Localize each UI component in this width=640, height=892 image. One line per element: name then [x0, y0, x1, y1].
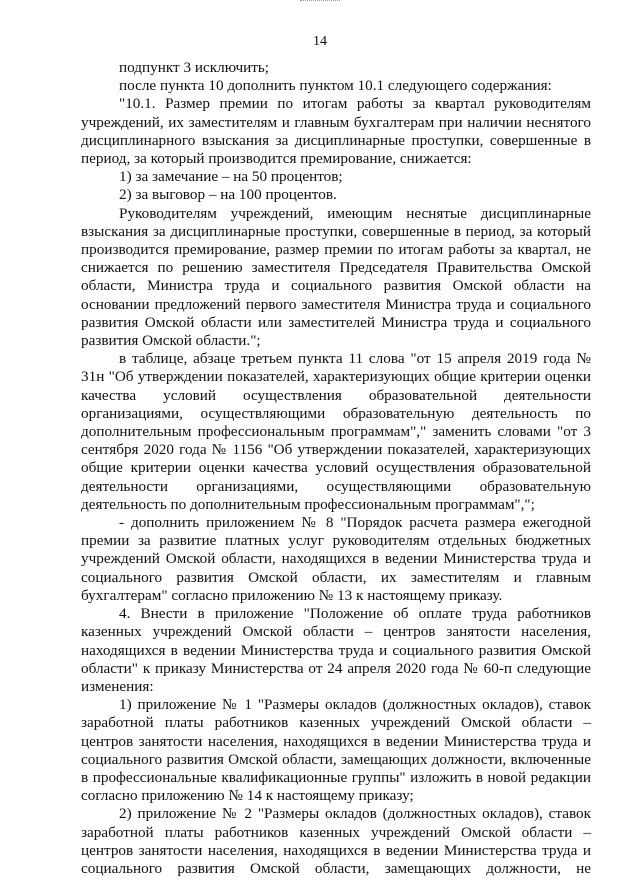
- paragraph-annex-1: 1) приложение № 1 "Размеры окладов (должностных окладов), ставок заработной платы работников казенных учреждений Омской области – центров занятости населения, находящихся в ведении Министерства труда и социального развития Омской области, замещающих должности, включенные в профессиональные квалификационные группы" изложить в новой редакции согласно приложению № 14 к настоящему приказу;: [81, 696, 591, 805]
- scan-artifact: [300, 0, 340, 4]
- paragraph-managers-exception: Руководителям учреждений, имеющим неснятые дисциплинарные взыскания за дисциплинарные проступки, совершенные в период, за который производится премирование, размер премии по итогам работы за квартал, не снижается по решению заместителя Председателя Правительства Омской области, Министра труда и социального развития Омской области на основании предложений первого заместителя Министра труда и социального развития Омской области или заместителей Министра труда и социального развития Омской области.";: [81, 204, 591, 350]
- paragraph-add-item-10-1: после пункта 10 дополнить пунктом 10.1 следующего содержания:: [119, 77, 552, 95]
- paragraph-section-4: 4. Внести в приложение "Положение об оплате труда работников казенных учреждений Омской области – центров занятости населения, находящихся в ведении Министерства труда и социального развития Омской области" к приказу Министерства от 24 апреля 2020 года № 60-п следующие изменения:: [81, 605, 591, 695]
- paragraph-table-item-11: в таблице, абзаце третьем пункта 11 слова "от 15 апреля 2019 года № 31н "Об утверждении показателей, характеризующих общие критерии оценки качества условий осуществления образовательной деятельности организациями, осуществляющими образовательную деятельность по дополнительным профессиональным программам"," заменить словами "от 3 сентября 2020 года № 1156 "Об утверждении показателей, характеризующих общие критерии оценки качества условий осуществления образовательной деятельности организациями, осуществляющими образовательную деятельность по дополнительным профессиональным программам",";: [81, 350, 591, 513]
- paragraph-item-10-1: "10.1. Размер премии по итогам работы за квартал руководителям учреждений, их заместителям и главным бухгалтерам при наличии неснятого дисциплинарного взыскания за дисциплинарные проступки, совершенные в период, за который производится премирование, снижается:: [81, 95, 591, 168]
- paragraph-remark: 1) за замечание – на 50 процентов;: [119, 168, 343, 186]
- paragraph-annex-2: 2) приложение № 2 "Размеры окладов (должностных окладов), ставок заработной платы работников казенных учреждений Омской области – центров занятости населения, находящихся в ведении Министерства труда и социального развития Омской области, замещающих должности, не: [81, 805, 591, 877]
- paragraph-subitem-3-exclude: подпункт 3 исключить;: [119, 59, 270, 76]
- paragraph-annex-8: - дополнить приложением № 8 "Порядок расчета размера ежегодной премии за развитие платных услуг руководителям отдельных бюджетных учреждений Омской области, находящихся в ведении Министерства труда и социального развития Омской области, их заместителям и главным бухгалтерам" согласно приложению № 13 к настоящему приказу.: [81, 514, 591, 604]
- paragraph-reprimand: 2) за выговор – на 100 процентов.: [119, 186, 337, 204]
- page-number: 14: [313, 34, 327, 49]
- document-body: [81, 59, 591, 878]
